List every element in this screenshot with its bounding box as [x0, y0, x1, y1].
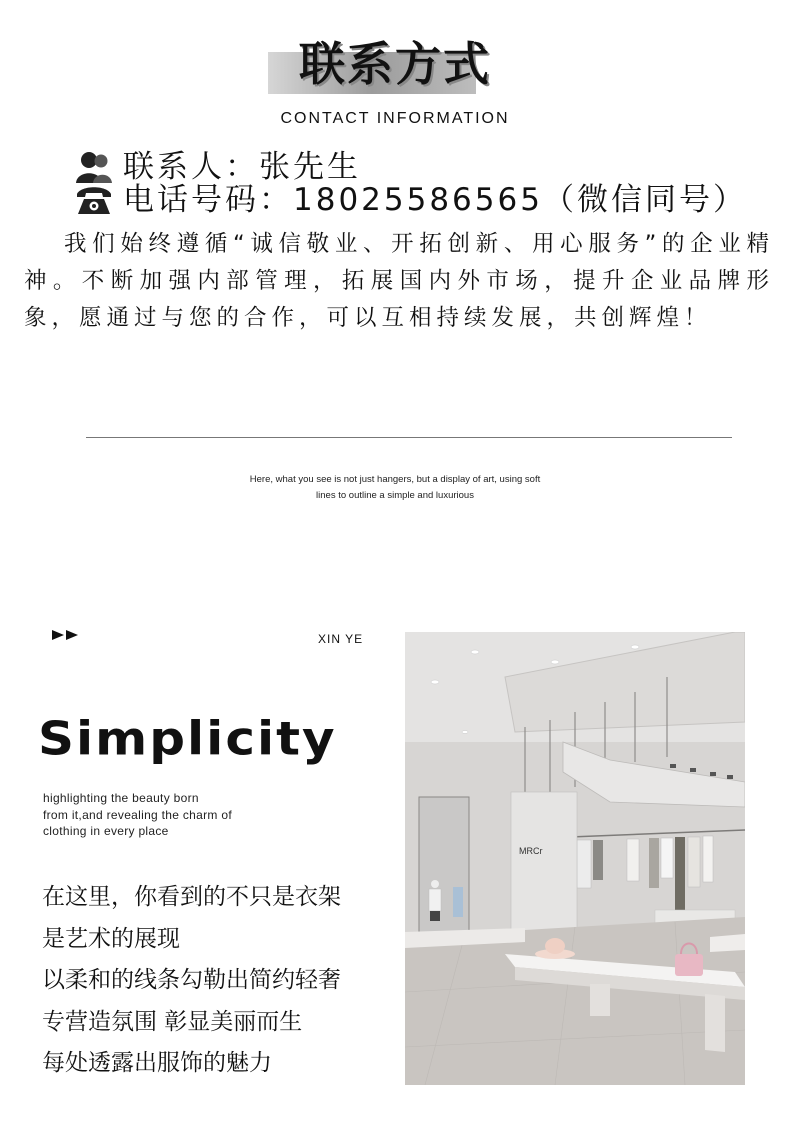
feature-chinese-line: 专营造氛围 彰显美丽而生 [42, 1008, 303, 1035]
feature-chinese-line: 是艺术的展现 [42, 925, 180, 952]
feature-english-line: highlighting the beauty born [43, 791, 199, 805]
feature-english-line: clothing in every place [43, 824, 169, 838]
feature-chinese-line: 每处透露出服饰的魅力 [42, 1050, 272, 1076]
person-icon [75, 150, 113, 184]
section-divider [86, 437, 732, 438]
page-title: 联系方式 [299, 37, 491, 91]
contact-phone: 电话号码：18025586565（微信同号） [123, 182, 747, 218]
intro-paragraph: 我们始终遵循“诚信敬业、开拓创新、用心服务”的企业精神。不断加强内部管理，拓展国内外市场，提升企业品牌形象，愿通过与您的合作，可以互相持续发展，共创辉煌！ [24, 231, 774, 331]
contact-phone-row [75, 181, 747, 219]
feature-heading: Simplicity [38, 712, 337, 766]
double-arrow-icon [52, 630, 82, 640]
english-description-line-2: lines to outline a simple and luxurious [316, 490, 474, 501]
feature-english-text [43, 790, 343, 840]
page-subtitle: CONTACT INFORMATION [280, 110, 510, 127]
contact-person: 联系人：张先生 [123, 149, 361, 185]
feature-chinese-text [42, 877, 402, 1085]
store-interior-photo [405, 632, 745, 1085]
english-description [180, 472, 610, 504]
english-description-line-1: Here, what you see is not just hangers, but a display of art, using soft [249, 474, 541, 485]
feature-chinese-line: 在这里，你看到的不只是衣架 [42, 884, 341, 910]
feature-chinese-line: 以柔和的线条勾勒出简约轻奢 [42, 967, 341, 993]
feature-english-line: from it,and revealing the charm of [43, 807, 232, 822]
photo-store-sign: MRCr [519, 846, 543, 856]
brand-label: XIN YE [318, 632, 364, 646]
telephone-icon [75, 183, 113, 217]
